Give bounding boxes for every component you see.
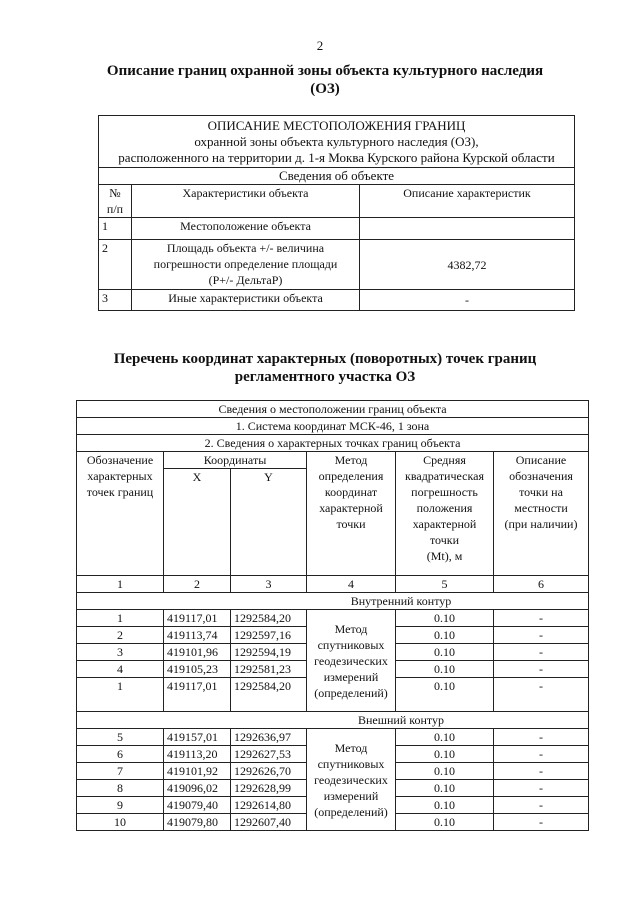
column-number: 1 (77, 576, 164, 593)
method-line: спутниковых (317, 637, 385, 652)
col-header-point-name (77, 452, 164, 576)
point-id: 2 (77, 627, 164, 644)
point-description: - (494, 644, 589, 661)
method-line: измерений (323, 669, 379, 684)
table-row (77, 610, 589, 627)
col-header-line: (Mt), м (426, 549, 463, 563)
col-header-line: характерной (412, 517, 477, 531)
method-cell (307, 610, 396, 712)
coord-x: 419117,01 (164, 610, 231, 627)
col-header-point-description (494, 452, 589, 576)
point-description: - (494, 627, 589, 644)
col-header-method (307, 452, 396, 576)
table-row (99, 218, 575, 240)
coord-x: 419101,92 (164, 763, 231, 780)
title-line: (ОЗ) (310, 81, 340, 97)
characteristic-line: погрешности определение площади (153, 257, 338, 271)
coordinates-table (76, 400, 589, 831)
col-header-y: Y (231, 469, 307, 576)
row-description: 4382,72 (360, 240, 575, 290)
row-number: 1 (99, 218, 132, 240)
coordinate-system: 1. Система координат МСК-46, 1 зона (77, 418, 589, 435)
coord-y: 1292607,40 (231, 814, 307, 831)
row-description: - (360, 290, 575, 311)
coord-y: 1292626,70 (231, 763, 307, 780)
mean-error: 0.10 (396, 746, 494, 763)
col-header-coordinates: Координаты (164, 452, 307, 469)
col-header-line: точек границ (86, 485, 154, 499)
coord-x: 419079,40 (164, 797, 231, 814)
col-header-line: точки (336, 517, 366, 531)
col-header-line: (при наличии) (504, 517, 578, 531)
col-header-line: положения (416, 501, 473, 515)
col-header-line: погрешность (411, 485, 478, 499)
col-header-line: определения (318, 469, 384, 483)
col-header-line: Описание (515, 453, 567, 467)
coord-x: 419096,02 (164, 780, 231, 797)
mean-error: 0.10 (396, 678, 494, 695)
row-description (360, 218, 575, 240)
point-description: - (494, 746, 589, 763)
coord-y: 1292628,99 (231, 780, 307, 797)
coord-y: 1292594,19 (231, 644, 307, 661)
point-id: 6 (77, 746, 164, 763)
col-header-line: точки (429, 533, 460, 547)
title-line: Перечень координат характерных (поворотных) точек границ (113, 351, 537, 367)
mean-error: 0.10 (396, 627, 494, 644)
method-line: геодезических (314, 653, 388, 668)
row-number: 3 (99, 290, 132, 311)
column-number: 2 (164, 576, 231, 593)
mean-error: 0.10 (396, 661, 494, 678)
method-line: (определений) (314, 685, 388, 700)
method-line: геодезических (314, 772, 388, 787)
col-header-line: характерных (87, 469, 153, 483)
point-id: 9 (77, 797, 164, 814)
column-number: 5 (396, 576, 494, 593)
method-line: измерений (323, 788, 379, 803)
header-line: ОПИСАНИЕ МЕСТОПОЛОЖЕНИЯ ГРАНИЦ (207, 117, 466, 133)
coord-y: 1292584,20 (231, 678, 307, 695)
coord-y: 1292584,20 (231, 610, 307, 627)
mean-error: 0.10 (396, 780, 494, 797)
point-id: 1 (77, 678, 164, 695)
coord-x: 419105,23 (164, 661, 231, 678)
column-number: 4 (307, 576, 396, 593)
column-number-row (77, 576, 589, 593)
characteristic-line: Иные характеристики объекта (168, 291, 323, 305)
header-line: расположенного на территории д. 1-я Моква Курского района Курской области (118, 149, 555, 165)
outer-contour-title: Внешний контур (77, 712, 589, 729)
col-header-line: квадратическая (405, 469, 484, 483)
point-description: - (494, 780, 589, 797)
col-header-error (396, 452, 494, 576)
mean-error: 0.10 (396, 797, 494, 814)
mean-error: 0.10 (396, 644, 494, 661)
col-header-line: п/п (106, 202, 124, 216)
row-number: 2 (99, 240, 132, 290)
coordinates-header: Сведения о местоположении границ объекта (77, 401, 589, 418)
coord-x: 419101,96 (164, 644, 231, 661)
method-cell (307, 729, 396, 831)
page-number: 2 (316, 38, 324, 53)
coord-x: 419117,01 (164, 678, 231, 695)
column-number: 3 (231, 576, 307, 593)
object-info-header (99, 116, 575, 168)
col-header-line: точки на (519, 485, 563, 499)
header-line: охранной зоны объекта культурного наследия (ОЗ), (194, 133, 479, 149)
coord-y: 1292636,97 (231, 729, 307, 746)
point-id: 5 (77, 729, 164, 746)
col-header-line: характерной (319, 501, 383, 515)
col-header-description: Описание характеристик (360, 185, 575, 218)
characteristic-line: (P+/- ДельтаP) (208, 273, 283, 287)
mean-error: 0.10 (396, 763, 494, 780)
point-id: 10 (77, 814, 164, 831)
point-description: - (494, 763, 589, 780)
row-characteristic (132, 240, 360, 290)
col-header-line: обозначения (509, 469, 573, 483)
table-row (77, 729, 589, 746)
title-line: Описание границ охранной зоны объекта культурного наследия (106, 63, 544, 79)
point-id: 3 (77, 644, 164, 661)
col-header-line: № (109, 186, 121, 200)
object-info-table (98, 115, 575, 311)
section-title: Сведения об объекте (99, 168, 575, 185)
mean-error: 0.10 (396, 814, 494, 831)
column-number: 6 (494, 576, 589, 593)
point-description: - (494, 729, 589, 746)
coord-y: 1292597,16 (231, 627, 307, 644)
characteristic-line: Площадь объекта +/- величина (166, 241, 325, 255)
coord-x: 419079,80 (164, 814, 231, 831)
method-line: Метод (334, 740, 368, 755)
point-description: - (494, 814, 589, 831)
point-id: 1 (77, 610, 164, 627)
table-row (99, 240, 575, 290)
point-id: 4 (77, 661, 164, 678)
coord-y: 1292614,80 (231, 797, 307, 814)
mean-error: 0.10 (396, 729, 494, 746)
row-characteristic (132, 218, 360, 240)
coord-x: 419113,74 (164, 627, 231, 644)
point-id: 7 (77, 763, 164, 780)
mean-error: 0.10 (396, 610, 494, 627)
coord-y: 1292627,53 (231, 746, 307, 763)
col-header-line: Средняя (423, 453, 466, 467)
col-header-num (99, 185, 132, 218)
coord-y: 1292581,23 (231, 661, 307, 678)
col-header-line: Обозначение (86, 453, 154, 467)
points-info-header: 2. Сведения о характерных точках границ объекта (77, 435, 589, 452)
point-description: - (494, 797, 589, 814)
col-header-line: координат (324, 485, 378, 499)
col-header-line: местности (514, 501, 568, 515)
characteristic-line: Местоположение объекта (180, 219, 311, 233)
title-coordinates (80, 350, 570, 386)
col-header-x: X (164, 469, 231, 576)
point-id: 8 (77, 780, 164, 797)
method-line: Метод (334, 621, 368, 636)
point-description: - (494, 678, 589, 695)
coord-x: 419157,01 (164, 729, 231, 746)
point-description: - (494, 610, 589, 627)
col-header-characteristics: Характеристики объекта (132, 185, 360, 218)
title-line: регламентного участка ОЗ (234, 369, 416, 385)
coord-x: 419113,20 (164, 746, 231, 763)
title-security-zone (80, 62, 570, 98)
col-header-line: Метод (334, 453, 368, 467)
row-characteristic (132, 290, 360, 311)
method-line: спутниковых (317, 756, 385, 771)
table-row (99, 290, 575, 311)
method-line: (определений) (314, 804, 388, 819)
point-description: - (494, 661, 589, 678)
inner-contour-title: Внутренний контур (77, 593, 589, 610)
